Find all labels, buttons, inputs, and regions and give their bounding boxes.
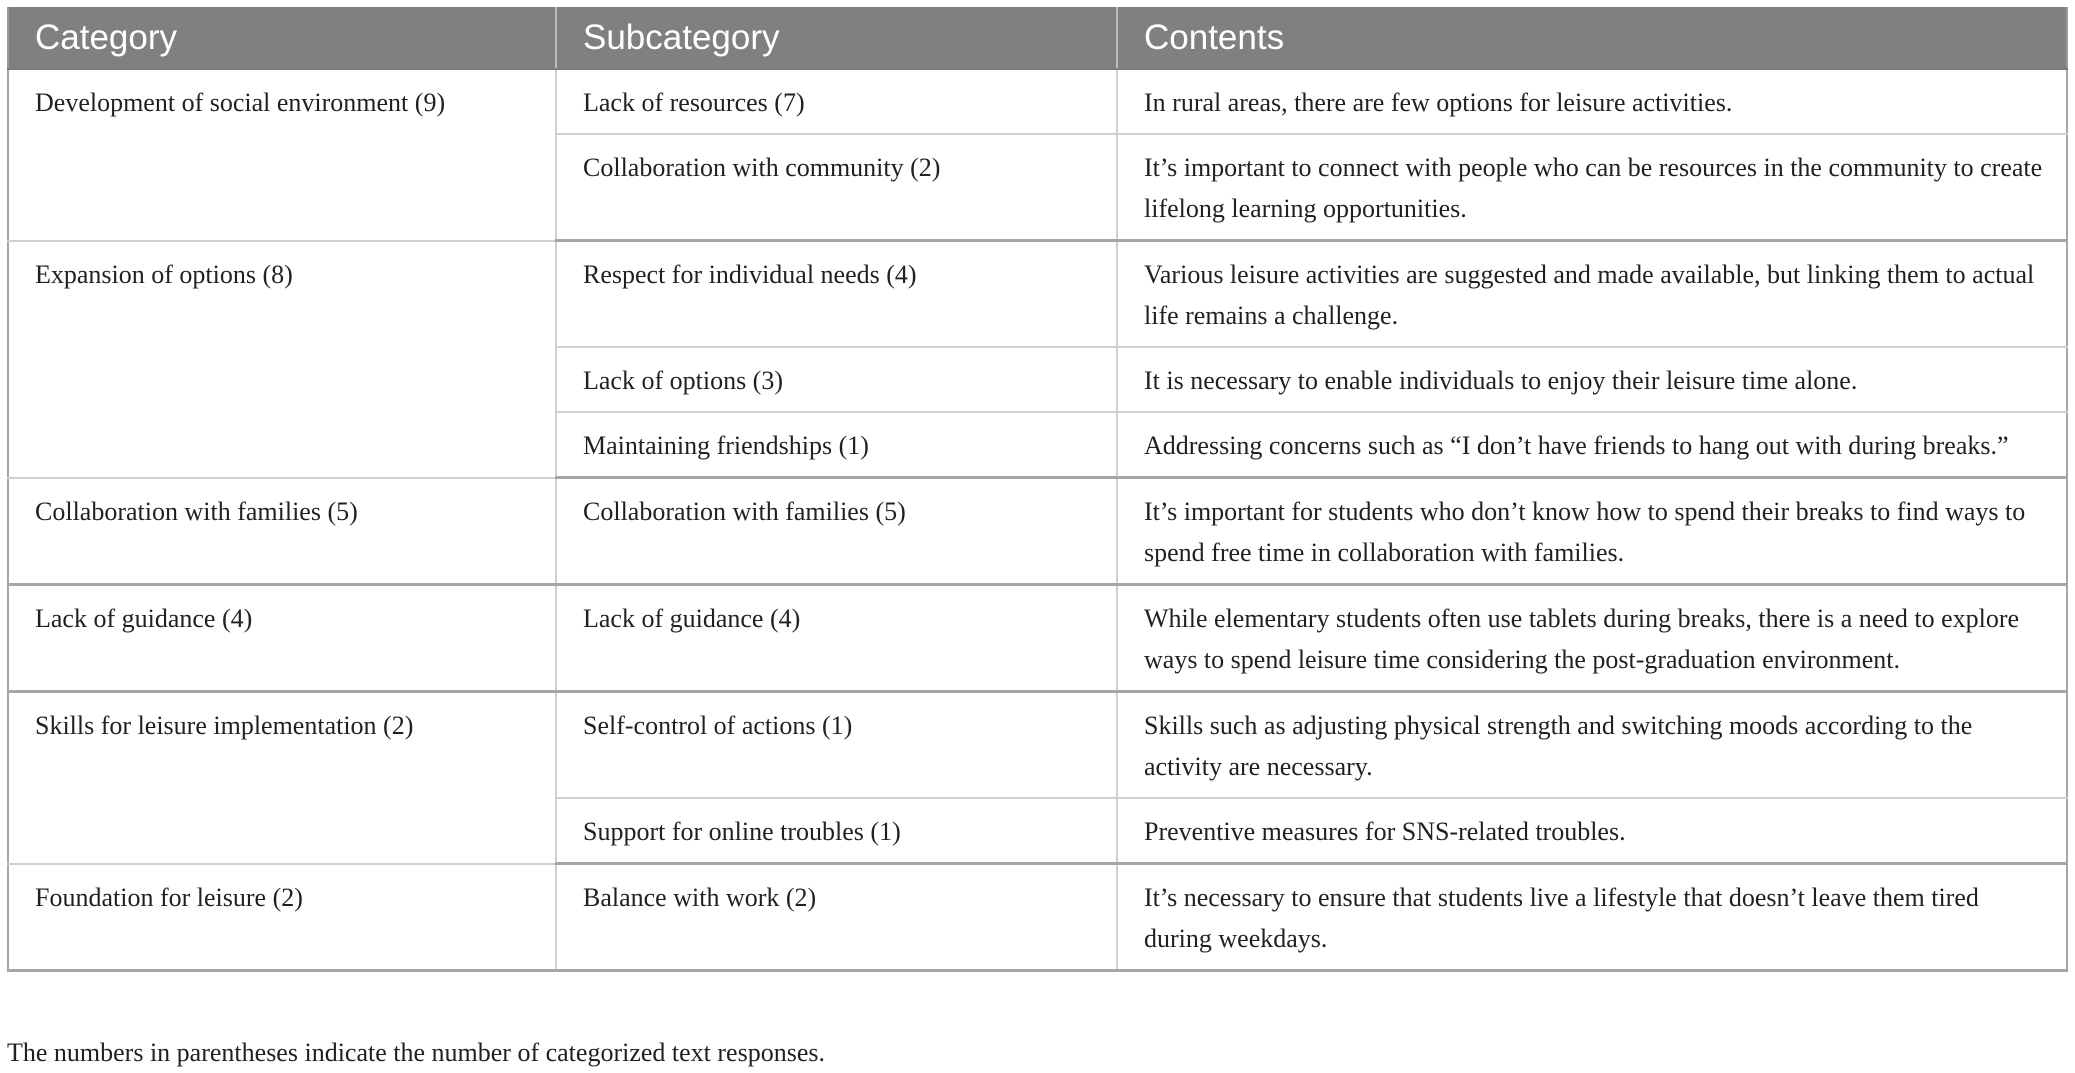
table-footnote: The numbers in parentheses indicate the number of categorized text responses.: [7, 1038, 825, 1067]
header-row: [8, 7, 2067, 69]
category-cell: Lack of guidance (4): [8, 585, 556, 692]
contents-cell: It’s important for students who don’t know how to spend their breaks to find ways to spend free time in collaboration with families.: [1117, 478, 2067, 585]
table-row: [8, 864, 2067, 971]
contents-cell: Skills such as adjusting physical strength and switching moods according to the activity are necessary.: [1117, 692, 2067, 799]
categories-table: [7, 7, 2068, 972]
contents-cell: Addressing concerns such as “I don’t have friends to hang out with during breaks.”: [1117, 412, 2067, 478]
category-cell: Expansion of options (8): [8, 241, 556, 478]
table-row: [8, 585, 2067, 692]
subcategory-cell: Maintaining friendships (1): [556, 412, 1117, 478]
category-cell: Foundation for leisure (2): [8, 864, 556, 971]
contents-cell: It is necessary to enable individuals to enjoy their leisure time alone.: [1117, 347, 2067, 412]
subcategory-cell: Balance with work (2): [556, 864, 1117, 971]
category-cell: Development of social environment (9): [8, 69, 556, 241]
contents-cell: While elementary students often use tablets during breaks, there is a need to explore ways to spend leisure time considering the post-graduation environment.: [1117, 585, 2067, 692]
header-subcategory: Subcategory: [556, 7, 1117, 69]
table-row: [8, 241, 2067, 348]
subcategory-cell: Lack of resources (7): [556, 69, 1117, 134]
subcategory-cell: Lack of guidance (4): [556, 585, 1117, 692]
category-cell: Collaboration with families (5): [8, 478, 556, 585]
contents-cell: Preventive measures for SNS-related troubles.: [1117, 798, 2067, 864]
subcategory-cell: Collaboration with families (5): [556, 478, 1117, 585]
header-contents: Contents: [1117, 7, 2067, 69]
table-body: [8, 69, 2067, 971]
subcategory-cell: Support for online troubles (1): [556, 798, 1117, 864]
subcategory-cell: Respect for individual needs (4): [556, 241, 1117, 348]
contents-cell: It’s important to connect with people who can be resources in the community to create lifelong learning opportunities.: [1117, 134, 2067, 241]
contents-cell: In rural areas, there are few options for leisure activities.: [1117, 69, 2067, 134]
table-row: [8, 478, 2067, 585]
subcategory-cell: Lack of options (3): [556, 347, 1117, 412]
header-category: Category: [8, 7, 556, 69]
contents-cell: Various leisure activities are suggested and made available, but linking them to actual life remains a challenge.: [1117, 241, 2067, 348]
category-cell: Skills for leisure implementation (2): [8, 692, 556, 864]
table-header: [8, 7, 2067, 69]
subcategory-cell: Self-control of actions (1): [556, 692, 1117, 799]
table-row: [8, 692, 2067, 799]
contents-cell: It’s necessary to ensure that students live a lifestyle that doesn’t leave them tired during weekdays.: [1117, 864, 2067, 971]
table-container: [7, 7, 2066, 972]
subcategory-cell: Collaboration with community (2): [556, 134, 1117, 241]
table-row: [8, 69, 2067, 134]
